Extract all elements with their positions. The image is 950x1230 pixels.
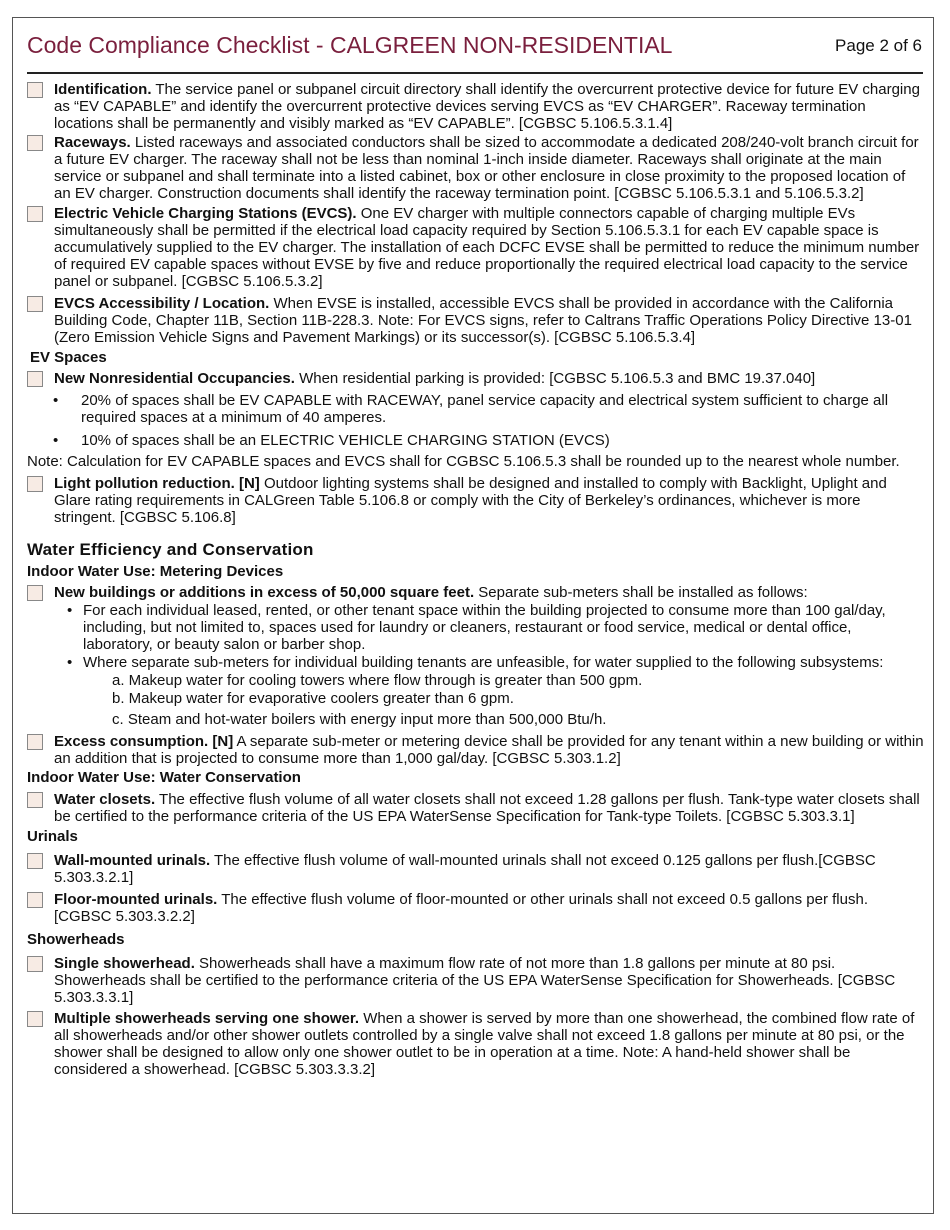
- item-text: [54, 733, 924, 767]
- checklist-item-evcs: [27, 205, 924, 290]
- checkbox[interactable]: [27, 734, 43, 750]
- item-text: [54, 134, 924, 202]
- item-body: When residential parking is provided: [CGBSC 5.106.5.3 and BMC 19.37.040]: [294, 370, 816, 387]
- checklist-item-new-buildings: [27, 584, 924, 601]
- checklist-item-light-pollution: [27, 475, 924, 526]
- section-heading-water: Water Efficiency and Conservation: [27, 540, 314, 559]
- item-title: Excess consumption. [N]: [54, 733, 234, 750]
- checkbox[interactable]: [27, 135, 43, 151]
- item-title: New buildings or additions in excess of 50,000 square feet.: [54, 584, 475, 601]
- document-title: Code Compliance Checklist - CALGREEN NON-RESIDENTIAL: [27, 32, 673, 58]
- item-title: Water closets.: [54, 791, 156, 808]
- checkbox[interactable]: [27, 956, 43, 972]
- bullet-symbol: •: [67, 602, 73, 619]
- bullet-symbol: •: [67, 654, 73, 671]
- item-text: [54, 475, 924, 526]
- ev-note: Note: Calculation for EV CAPABLE spaces and EVCS shall for CGBSC 5.106.5.3 shall be rounded up to the nearest whole number.: [27, 453, 900, 470]
- item-title: Floor-mounted urinals.: [54, 891, 218, 908]
- bullet-text: Where separate sub-meters for individual building tenants are unfeasible, for water supplied to the following subsystems:: [83, 654, 884, 671]
- item-body: A separate sub-meter or metering device shall be provided for any tenant within a new building or within an addition that is projected to consume more than 1,000 gal/day. [CGBSC 5.303.1.2]: [54, 733, 924, 767]
- item-text: [54, 584, 924, 601]
- metering-bullet: [27, 602, 924, 653]
- checklist-item-wall-urinals: [27, 852, 924, 886]
- checkbox[interactable]: [27, 1011, 43, 1027]
- item-title: EVCS Accessibility / Location.: [54, 295, 270, 312]
- item-title: Electric Vehicle Charging Stations (EVCS).: [54, 205, 357, 222]
- subsystem-item: a. Makeup water for cooling towers where flow through is greater than 500 gpm.: [112, 672, 643, 689]
- showerheads-heading: Showerheads: [27, 931, 125, 948]
- ev-spaces-heading: EV Spaces: [30, 349, 107, 366]
- bullet-text: 20% of spaces shall be EV CAPABLE with RACEWAY, panel service capacity and electrical system sufficient to charge all required spaces at a minimum of 40 amperes.: [81, 392, 889, 426]
- item-body: When a shower is served by more than one showerhead, the combined flow rate of all showerheads and/or other shower outlets controlled by a single valve shall not exceed 1.8 gallons per minute at 80 psi, or the shower shall be designed to allow only one shower outlet to be in operation at a time. Note: A hand-held shower shall be considered a showerhead. [CGBSC 5.303.3.3.2]: [54, 1010, 915, 1078]
- checkbox[interactable]: [27, 585, 43, 601]
- conservation-heading: Indoor Water Use: Water Conservation: [27, 769, 301, 786]
- item-title: Identification.: [54, 81, 152, 98]
- checklist-item-water-closets: [27, 791, 924, 825]
- item-body: When EVSE is installed, accessible EVCS shall be provided in accordance with the California Building Code, Chapter 11B, Section 11B-228.3. Note: For EVCS signs, refer to Caltrans Traffic Operations Policy Directive 13-01 (Zero Emission Vehicle Signs and Pavement Markings) or its successor(s). [CGBSC 5.106.5.3.4]: [54, 295, 912, 346]
- item-title: Raceways.: [54, 134, 131, 151]
- bullet-symbol: •: [53, 432, 59, 449]
- checklist-item-identification: [27, 81, 924, 132]
- item-title: Light pollution reduction. [N]: [54, 475, 260, 492]
- item-body: Showerheads shall have a maximum flow rate of not more than 1.8 gallons per minute at 80 psi. Showerheads shall be certified to the performance criteria of the US EPA WaterSense Specification for Showerheads. [CGBSC 5.303.3.3.1]: [54, 955, 896, 1006]
- page-header: [27, 30, 923, 74]
- subsystem-item: b. Makeup water for evaporative coolers greater than 6 gpm.: [112, 690, 514, 707]
- checkbox[interactable]: [27, 853, 43, 869]
- metering-heading: Indoor Water Use: Metering Devices: [27, 563, 284, 580]
- checkbox[interactable]: [27, 206, 43, 222]
- item-body: The effective flush volume of wall-mounted urinals shall not exceed 0.125 gallons per flush.[CGBSC 5.303.3.2.1]: [54, 852, 876, 886]
- checklist-item-multiple-showerheads: [27, 1010, 924, 1078]
- item-text: [54, 955, 924, 1006]
- checklist-item-floor-urinals: [27, 891, 924, 925]
- item-title: Single showerhead.: [54, 955, 195, 972]
- item-body: Listed raceways and associated conductors shall be sized to accommodate a dedicated 208/240-volt branch circuit for a future EV charger. The raceway shall not be less than nominal 1-inch inside diameter. Raceways shall originate at the main service or subpanel and shall terminate into a listed cabinet, box or other enclosure in close proximity to the proposed location of an EV charger. Construction documents shall identify the raceway termination point. [CGBSC 5.106.5.3.1 and 5.106.5.3.2]: [54, 134, 919, 202]
- checklist-content: [27, 81, 924, 1078]
- item-body: Outdoor lighting systems shall be designed and installed to comply with Backlight, Uplight and Glare rating requirements in CALGreen Table 5.106.8 or comply with the City of Berkeley’s ordinances, whichever is more stringent. [CGBSC 5.106.8]: [54, 475, 887, 526]
- checkbox[interactable]: [27, 792, 43, 808]
- item-title: New Nonresidential Occupancies.: [54, 370, 295, 387]
- bullet-symbol: •: [53, 392, 59, 409]
- checklist-item-raceways: [27, 134, 924, 202]
- bullet-text: For each individual leased, rented, or other tenant space within the building projected to consume more than 100 gal/day, including, but not limited to, spaces used for laundry or cleaners, restaurant or food service, medical or dental office, laboratory, or beauty salon or barber shop.: [83, 602, 886, 653]
- item-text: [54, 295, 924, 346]
- item-text: [54, 81, 924, 132]
- checkbox[interactable]: [27, 476, 43, 492]
- item-body: The effective flush volume of floor-mounted or other urinals shall not exceed 0.5 gallons per flush. [CGBSC 5.303.3.2.2]: [54, 891, 868, 925]
- checkbox[interactable]: [27, 296, 43, 312]
- page-number: Page 2 of 6: [835, 36, 922, 55]
- bullet-text: 10% of spaces shall be an ELECTRIC VEHICLE CHARGING STATION (EVCS): [81, 432, 610, 449]
- item-text: [54, 1010, 924, 1078]
- checklist-item-single-showerhead: [27, 955, 924, 1006]
- ev-bullet: [27, 392, 924, 426]
- item-body: Separate sub-meters shall be installed as follows:: [474, 584, 808, 601]
- checkbox[interactable]: [27, 82, 43, 98]
- checklist-item-excess-consumption: [27, 733, 924, 767]
- checklist-item-new-nonresidential: [27, 370, 924, 387]
- item-title: Multiple showerheads serving one shower.: [54, 1010, 360, 1027]
- checkbox[interactable]: [27, 371, 43, 387]
- item-title: Wall-mounted urinals.: [54, 852, 211, 869]
- item-text: [54, 852, 924, 886]
- subsystem-item: c. Steam and hot-water boilers with energy input more than 500,000 Btu/h.: [112, 711, 607, 728]
- checkbox[interactable]: [27, 892, 43, 908]
- item-text: [54, 791, 924, 825]
- item-body: One EV charger with multiple connectors capable of charging multiple EVs simultaneously shall be permitted if the electrical load capacity required by Section 5.106.5.3.1 for each EV capable space is accumulatively supplied to the EV charger. The installation of each DCFC EVSE shall be permitted to reduce the minimum number of required EV capable spaces without EVSE by five and reduce proportionally the required electrical load capacity to the service panel or subpanel. [CGBSC 5.106.5.3.2]: [54, 205, 920, 290]
- metering-bullet: [27, 654, 924, 671]
- urinals-heading: Urinals: [27, 828, 78, 845]
- checklist-item-evcs-accessibility: [27, 295, 924, 346]
- item-text: [54, 370, 924, 387]
- item-text: [54, 891, 924, 925]
- ev-bullet: [27, 432, 924, 449]
- item-body: The service panel or subpanel circuit directory shall identify the overcurrent protective device for future EV charging as “EV CAPABLE” and identify the overcurrent protective devices serving EVCS as “EV CHARGER”. Raceway termination locations shall be permanently and visibly marked as “EV CAPABLE”. [CGBSC 5.106.5.3.1.4]: [54, 81, 920, 132]
- item-body: The effective flush volume of all water closets shall not exceed 1.28 gallons per flush. Tank-type water closets shall be certified to the performance criteria of the US EPA WaterSense Specification for Tank-type Toilets. [CGBSC 5.303.3.1]: [54, 791, 920, 825]
- item-text: [54, 205, 924, 290]
